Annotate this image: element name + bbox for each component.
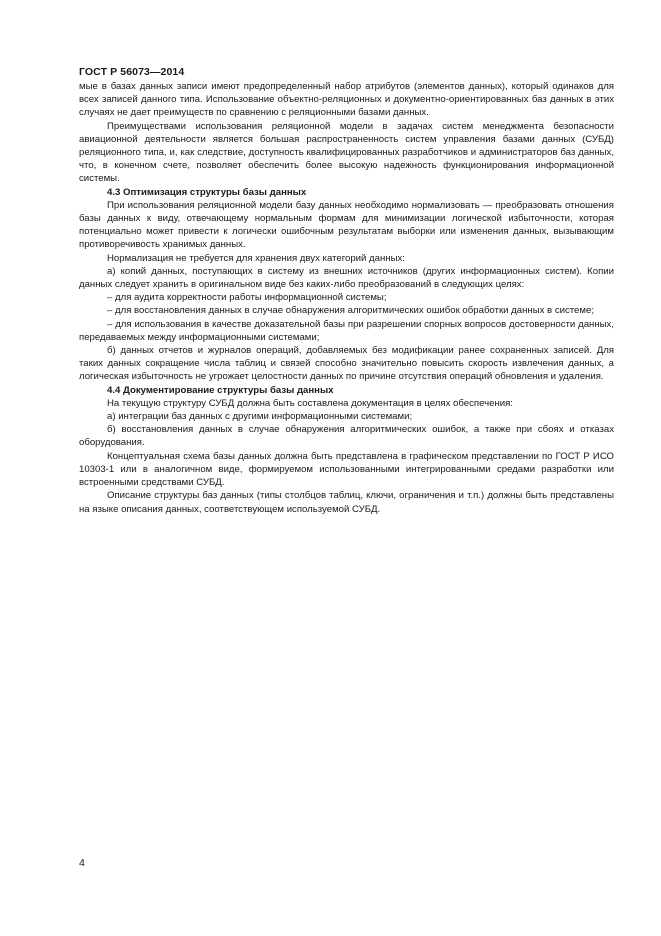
- list-item-dash-recovery: – для восстановления данных в случае обнаружения алгоритмических ошибок обработки данных в системе;: [107, 305, 594, 317]
- list-item-b-recovery: б) восстановления данных в случае обнаружения алгоритмических ошибок, а также при сбоях и отказах оборудования.: [79, 424, 614, 449]
- section-heading-4-3: 4.3 Оптимизация структуры базы данных: [107, 186, 307, 198]
- paragraph-relational-advantages: Преимуществами использования реляционной модели в задачах систем менеджмента безопасности авиационной деятельности является большая распространенность систем управления базами данных (СУБД) реляционного типа, и, как следствие, доступность квалифицированных разработчиков и администраторов баз данных, что, в конечном счете, позволяет обеспечить более высокую надежность функционирования информационной системы.: [79, 120, 614, 185]
- paragraph-normalization-exceptions: Нормализация не требуется для хранения двух категорий данных:: [107, 252, 405, 264]
- list-item-dash-audit: – для аудита корректности работы информационной системы;: [107, 292, 387, 304]
- paragraph-ddl-description: Описание структуры баз данных (типы столбцов таблиц, ключи, ограничения и т.п.) должны быть представлены на языке описания данных, соответствующем используемой СУБД.: [79, 490, 614, 515]
- page-number: 4: [79, 857, 85, 869]
- paragraph-documentation-purpose: На текущую структуру СУБД должна быть составлена документация в целях обеспечения:: [107, 397, 513, 409]
- paragraph-conceptual-schema: Концептуальная схема базы данных должна быть представлена в графическом представлении по ГОСТ Р ИСО 10303-1 или в аналогичном виде, формируемом использованными интегрированными средами разработки или встроенными средствами СУБД.: [79, 450, 614, 489]
- list-item-a-external-copies: а) копий данных, поступающих в систему из внешних источников (других информационных систем). Копии данных следует хранить в оригинальном виде без каких-либо преобразований в следующих целях:: [79, 265, 614, 291]
- list-item-b-reports-logs: б) данных отчетов и журналов операций, добавляемых без модификации ранее сохраненных записей. Для таких данных сокращение числа таблиц и связей способно значительно повысить скорость извлечения данных, а логическая избыточность не угрожает целостности данных по причине отсутствия операций обновления и удаления.: [79, 345, 614, 383]
- document-header: ГОСТ Р 56073—2014: [79, 66, 185, 78]
- document-body: [79, 80, 614, 516]
- list-item-a-integration: а) интеграции баз данных с другими информационными системами;: [107, 411, 413, 423]
- list-item-dash-evidence: – для использования в качестве доказательной базы при разрешении спорных вопросов достоверности данных, передаваемых между информационными системами;: [79, 318, 614, 343]
- paragraph-continuation: мые в базах данных записи имеют предопределенный набор атрибутов (элементов данных), который одинаков для всех записей данного типа. Использование объектно-реляционных и документно-ориентированных баз данных в этих случаях не дает преимуществ по сравнению с реляционными базами данных.: [79, 81, 614, 119]
- paragraph-normalization: При использования реляционной модели базу данных необходимо нормализовать — преобразовать отношения базы данных к виду, отвечающему нормальным формам для минимизации логической избыточности, которая потенциально может привести к логически ошибочным результатам выборки или изменения данных, вызывающим противоречивость хранимых данных.: [79, 199, 614, 251]
- section-heading-4-4: 4.4 Документирование структуры базы данных: [107, 384, 334, 396]
